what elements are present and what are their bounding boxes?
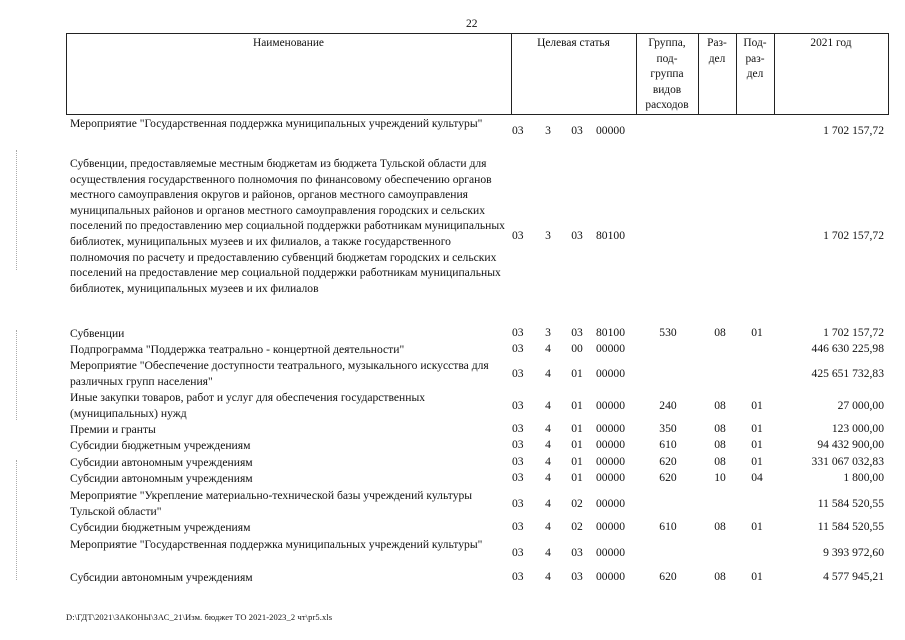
header-year: 2021 год [810,37,852,49]
row-section: 08 [714,455,726,468]
row-amount: 11 584 520,55 [817,497,884,510]
row-code-direction: 00000 [596,471,625,484]
row-code-event: 03 [571,570,583,583]
row-code-program: 03 [512,399,524,412]
row-code-subprogram: 4 [545,471,551,484]
header-subsection-line: дел [746,68,764,80]
row-section: 08 [714,399,726,412]
row-code-direction: 00000 [596,520,625,533]
row-amount: 94 432 900,00 [817,438,884,451]
header-section [698,36,736,67]
row-subsection: 01 [751,520,763,533]
row-group: 610 [659,438,677,451]
row-name: Субсидии автономным учреждениям [70,571,253,584]
row-code-event: 01 [571,455,583,468]
row-name: Мероприятие "Государственная поддержка муниципальных учреждений культуры" [70,117,483,130]
row-subsection: 01 [751,455,763,468]
header-section-line: Раз- [707,37,727,49]
row-amount: 1 702 157,72 [823,124,884,137]
row-amount: 446 630 225,98 [811,342,884,355]
file-path-footer: D:\ГДТ\2021\ЗАКОНЫ\ЗАС_21\Изм. бюджет ТО 2021-2023_2 чт\pr5.xls [66,612,333,622]
header-subsection-line: Под- [743,37,767,49]
row-code-subprogram: 4 [545,342,551,355]
row-code-event: 01 [571,399,583,412]
row-code-direction: 80100 [596,326,625,339]
row-subsection: 01 [751,570,763,583]
row-name: Подпрограмма "Поддержка театрально - концертной деятельности" [70,343,405,356]
row-subsection: 04 [751,471,763,484]
row-code-subprogram: 3 [545,124,551,137]
row-subsection: 01 [751,422,763,435]
header-group-line: группа [650,68,684,80]
row-code-program: 03 [512,471,524,484]
row-section: 08 [714,438,726,451]
row-code-direction: 00000 [596,438,625,451]
row-code-program: 03 [512,438,524,451]
row-code-direction: 00000 [596,124,625,137]
row-amount: 1 800,00 [843,471,884,484]
row-group: 620 [659,471,677,484]
header-group-line: видов [652,83,682,96]
row-section: 08 [714,422,726,435]
row-amount: 1 702 157,72 [823,326,884,339]
row-code-subprogram: 3 [545,326,551,339]
row-code-direction: 00000 [596,399,625,412]
row-code-event: 03 [571,229,583,242]
row-code-subprogram: 4 [545,438,551,451]
row-name: Мероприятие "Обеспечение доступности театрального, музыкального искусства для различных групп населения" [70,359,489,388]
row-subsection: 01 [751,438,763,451]
row-code-direction: 00000 [596,367,625,380]
row-code-event: 03 [571,124,583,137]
row-code-subprogram: 4 [545,546,551,559]
row-code-program: 03 [512,520,524,533]
row-amount: 425 651 732,83 [811,367,884,380]
row-code-subprogram: 4 [545,497,551,510]
row-group: 620 [659,570,677,583]
row-code-subprogram: 4 [545,455,551,468]
row-code-program: 03 [512,326,524,339]
row-code-direction: 00000 [596,570,625,583]
row-code-event: 00 [571,342,583,355]
row-name: Мероприятие "Укрепление материально-технической базы учреждений культуры Тульской области" [70,489,473,518]
row-amount: 4 577 945,21 [823,570,884,583]
row-code-direction: 80100 [596,229,625,242]
row-code-subprogram: 4 [545,399,551,412]
row-code-event: 03 [571,546,583,559]
row-amount: 9 393 972,60 [823,546,884,559]
row-amount: 123 000,00 [831,422,884,435]
row-code-subprogram: 4 [545,570,551,583]
row-name: Субсидии бюджетным учреждениям [70,439,251,452]
margin-mark [16,460,18,580]
header-group-line: под- [656,52,678,65]
row-amount: 27 000,00 [837,399,884,412]
header-name: Наименование [253,37,324,49]
row-name: Субсидии автономным учреждениям [70,456,253,469]
row-amount: 11 584 520,55 [817,520,884,533]
row-code-program: 03 [512,367,524,380]
row-code-event: 03 [571,326,583,339]
row-code-event: 01 [571,422,583,435]
row-section: 08 [714,520,726,533]
header-group-line: Группа, [648,37,686,49]
row-group: 240 [659,399,677,412]
row-code-program: 03 [512,570,524,583]
header-top-border [66,33,888,34]
row-amount: 1 702 157,72 [823,229,884,242]
row-code-subprogram: 3 [545,229,551,242]
row-amount: 331 067 032,83 [811,455,884,468]
row-code-subprogram: 4 [545,520,551,533]
row-name: Субвенции, предоставляемые местным бюджетам из бюджета Тульской области для осуществления государственного полномочия по финансовому обеспечению органов местного самоуправления округов и районов, органов местного самоуправления муниципальных районов и органов местного самоуправления городских и сельских поселений по предоставлению мер социальной поддержки работникам муниципальных библиотек, муниципальных музеев и их филиалов, а также государственного полномочия по расчету и предоставлению субвенций бюджетам городских и сельских поселений на предоставление мер социальной поддержки работникам муниципальных библиотек, муниципальных музеев и их филиалов [70,157,505,295]
row-code-event: 02 [571,520,583,533]
row-code-direction: 00000 [596,497,625,510]
row-subsection: 01 [751,399,763,412]
row-section: 10 [714,471,726,484]
row-code-subprogram: 4 [545,367,551,380]
row-code-program: 03 [512,342,524,355]
header-group-line: расходов [645,99,689,111]
header-bottom-border [66,114,888,115]
row-name: Иные закупки товаров, работ и услуг для обеспечения государственных (муниципальных) нужд [70,391,426,420]
row-name: Субсидии бюджетным учреждениям [70,521,251,534]
row-name: Премии и гранты [70,423,156,436]
row-group: 530 [659,326,677,339]
row-code-direction: 00000 [596,342,625,355]
row-group: 350 [659,422,677,435]
row-name: Субсидии автономным учреждениям [70,472,253,485]
row-group: 620 [659,455,677,468]
row-code-direction: 00000 [596,455,625,468]
row-code-program: 03 [512,124,524,137]
header-subsection [736,36,774,83]
row-code-event: 01 [571,438,583,451]
row-name: Мероприятие "Государственная поддержка муниципальных учреждений культуры" [70,538,483,551]
header-section-line: дел [708,52,726,65]
header-target: Целевая статья [537,37,610,49]
margin-mark [16,330,18,420]
header-divider [888,33,889,115]
row-code-direction: 00000 [596,546,625,559]
row-code-event: 02 [571,497,583,510]
row-code-event: 01 [571,471,583,484]
row-name: Субвенции [70,327,125,340]
row-code-direction: 00000 [596,422,625,435]
row-section: 08 [714,570,726,583]
row-subsection: 01 [751,326,763,339]
page-number: 22 [466,18,478,30]
row-group: 610 [659,520,677,533]
header-subsection-line: раз- [745,52,765,65]
row-code-event: 01 [571,367,583,380]
margin-mark [16,150,18,270]
row-section: 08 [714,326,726,339]
row-code-program: 03 [512,229,524,242]
row-code-subprogram: 4 [545,422,551,435]
row-code-program: 03 [512,497,524,510]
row-code-program: 03 [512,546,524,559]
row-code-program: 03 [512,455,524,468]
header-group [636,36,698,114]
row-code-program: 03 [512,422,524,435]
